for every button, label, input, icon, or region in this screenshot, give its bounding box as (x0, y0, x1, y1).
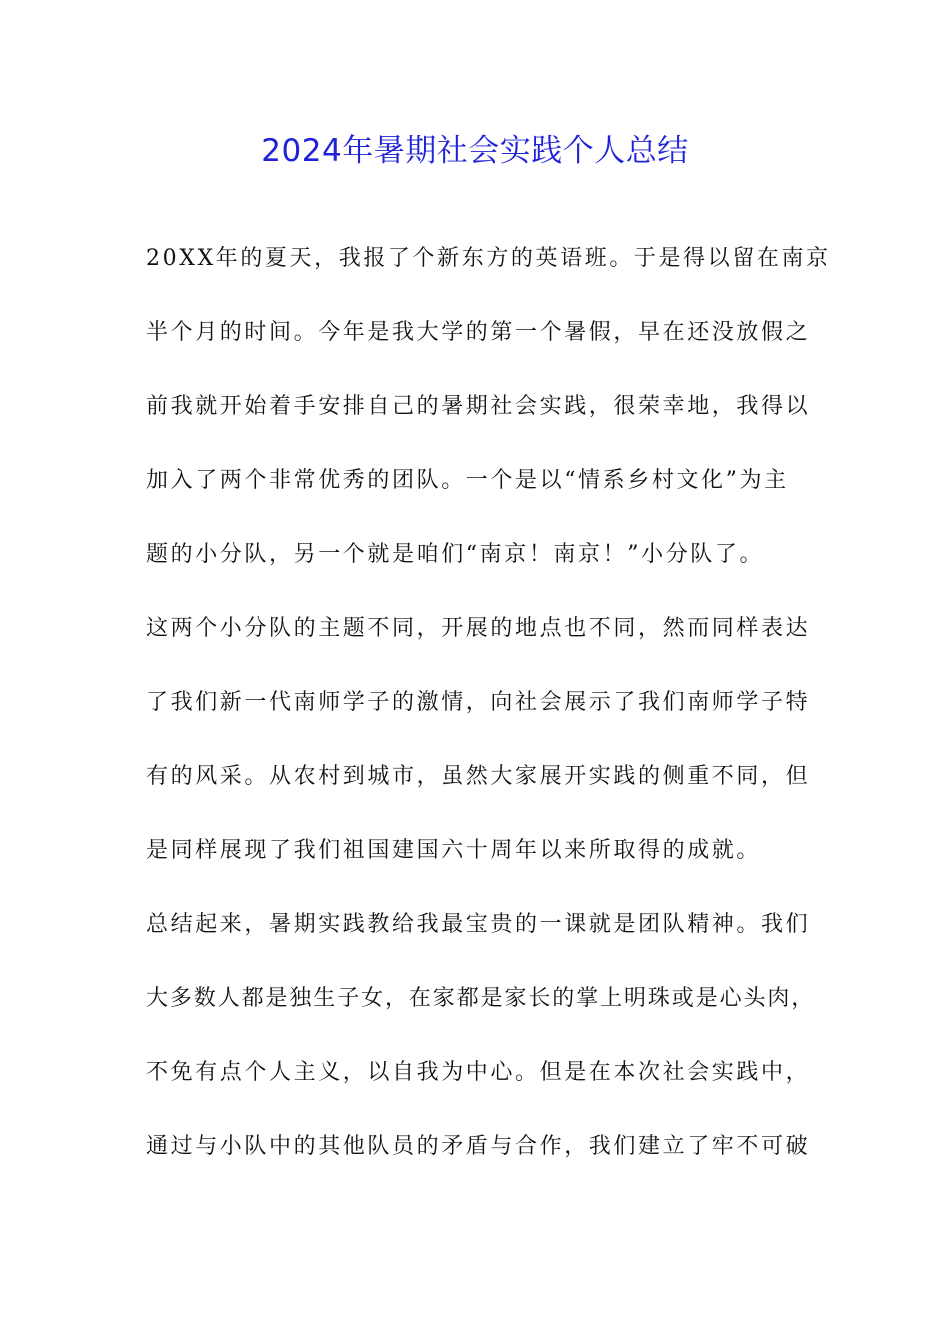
document-title: 2024年暑期社会实践个人总结 (261, 133, 689, 169)
body-line: 20XX年的夏天，我报了个新东方的英语班。于是得以留在南京 (146, 246, 831, 271)
body-line: 有的风采。从农村到城市，虽然大家展开实践的侧重不同，但 (146, 764, 811, 789)
body-line: 半个月的时间。今年是我大学的第一个暑假，早在还没放假之 (146, 320, 811, 345)
body-line: 是同样展现了我们祖国建国六十周年以来所取得的成就。 (146, 838, 762, 863)
body-line: 了我们新一代南师学子的激情，向社会展示了我们南师学子特 (146, 690, 811, 715)
body-line: 这两个小分队的主题不同，开展的地点也不同，然而同样表达 (146, 616, 811, 641)
body-line: 通过与小队中的其他队员的矛盾与合作，我们建立了牢不可破 (146, 1134, 811, 1159)
body-line: 不免有点个人主义，以自我为中心。但是在本次社会实践中， (146, 1060, 811, 1085)
body-line: 大多数人都是独生子女，在家都是家长的掌上明珠或是心头肉， (146, 986, 816, 1011)
body-line: 题的小分队，另一个就是咱们“南京！南京！”小分队了。 (146, 542, 765, 567)
body-line: 总结起来，暑期实践教给我最宝贵的一课就是团队精神。我们 (146, 912, 811, 937)
body-line: 前我就开始着手安排自己的暑期社会实践，很荣幸地，我得以 (146, 394, 811, 419)
body-line: 加入了两个非常优秀的团队。一个是以“情系乡村文化”为主 (146, 468, 789, 493)
